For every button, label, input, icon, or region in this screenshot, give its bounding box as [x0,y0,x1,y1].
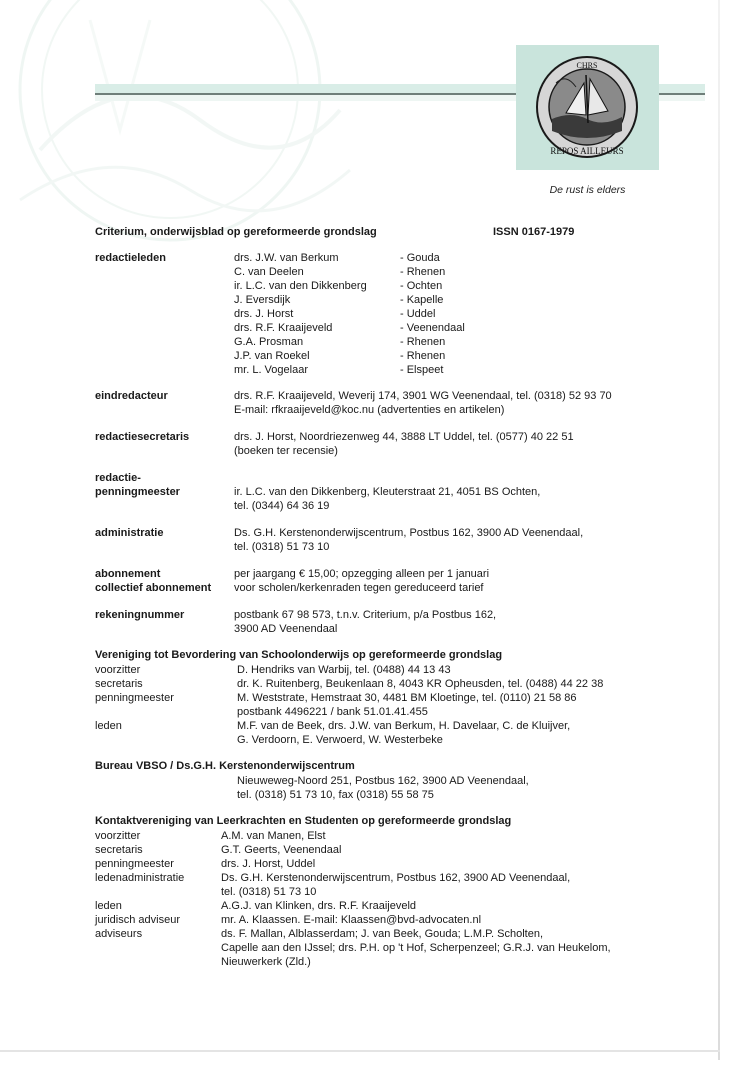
role-label: leden [95,900,122,912]
editor-name: J.P. van Roekel [234,350,310,362]
role-label: adviseurs [95,928,143,940]
vbso-title: Vereniging tot Bevordering van Schoolonderwijs op gereformeerde grondslag [95,649,503,661]
watermark-seal-icon [0,0,360,260]
editor-name: drs. J.W. van Berkum [234,252,339,264]
role-label [95,955,184,969]
role-value: G.T. Geerts, Veenendaal [221,844,342,856]
editor-names [234,251,367,377]
bureau-title: Bureau VBSO / Ds.G.H. Kerstenonderwijscentrum [95,760,355,772]
role-value: Ds. G.H. Kerstenonderwijscentrum, Postbus 162, 3900 AD Veenendaal, [221,872,571,884]
page-title: Criterium, onderwijsblad op gereformeerde grondslag [95,226,377,238]
role-label: voorzitter [95,830,141,842]
role-value: A.G.J. van Klinken, drs. R.F. Kraaijeveld [221,900,417,912]
bureau-phone: tel. (0318) 51 73 10, fax (0318) 55 58 75 [237,789,434,801]
label-redactiesecretaris: redactiesecretaris [95,431,190,443]
role-value: A.M. van Manen, Elst [221,830,326,842]
administratie-address: Ds. G.H. Kerstenonderwijscentrum, Postbus 162, 3900 AD Veenendaal, [234,527,584,539]
editor-place: - Gouda [400,252,440,264]
logo-text-top: CHRS [576,61,598,70]
editor-place: - Kapelle [400,294,444,306]
role-value: Nieuwerkerk (Zld.) [221,956,311,968]
label-line: redactie- [95,472,141,484]
editor-name: drs. R.F. Kraaijeveld [234,322,333,334]
role-value: G. Verdoorn, E. Verwoerd, W. Westerbeke [237,734,443,746]
editor-place: - Rhenen [400,266,446,278]
editor-place: - Veenendaal [400,322,465,334]
label-penningmeester [95,471,180,499]
label-redactieleden: redactieleden [95,252,166,264]
editor-places [400,251,465,377]
issn: ISSN 0167-1979 [493,226,575,238]
kontakt-title: Kontaktvereniging van Leerkrachten en Studenten op gereformeerde grondslag [95,815,512,827]
role-value: mr. A. Klaassen. E-mail: Klaassen@bvd-advocaten.nl [221,914,482,926]
role-label: secretaris [95,844,143,856]
kontakt-roles [95,829,184,969]
logo [516,45,659,170]
role-value: drs. J. Horst, Uddel [221,858,316,870]
redactiesecretaris-note: (boeken ter recensie) [234,445,338,457]
label-line: abonnement [95,568,161,580]
eindredacteur-email: E-mail: rfkraaijeveld@koc.nu (advertenties en artikelen) [234,404,505,416]
role-label: ledenadministratie [95,872,185,884]
label-line: collectief abonnement [95,582,212,594]
editor-place: - Rhenen [400,350,446,362]
penningmeester-info [234,485,694,513]
label-line: penningmeester [95,486,180,498]
role-label: leden [95,720,122,732]
editor-name: C. van Deelen [234,266,304,278]
editor-place: - Rhenen [400,336,446,348]
label-eindredacteur: eindredacteur [95,390,168,402]
penningmeester-address: ir. L.C. van den Dikkenberg, Kleuterstraat 21, 4051 BS Ochten, [234,486,541,498]
abonnement-price: per jaargang € 15,00; opzegging alleen per 1 januari [234,568,490,580]
role-value: Capelle aan den IJssel; drs. P.H. op 't Hof, Scherpenzeel; G.R.J. van Heukelom, [221,942,611,954]
editor-name: G.A. Prosman [234,336,304,348]
editor-name: ir. L.C. van den Dikkenberg [234,280,367,292]
logo-text-bottom: REPOS AILLEURS [550,146,624,156]
eindredacteur-info [234,389,694,417]
label-abonnement [95,567,211,595]
redactiesecretaris-address: drs. J. Horst, Noordriezenweg 44, 3888 LT Uddel, tel. (0577) 40 22 51 [234,431,574,443]
administratie-info [234,526,694,554]
label-rekeningnummer: rekeningnummer [95,609,185,621]
role-value: postbank 4496221 / bank 51.01.41.455 [237,706,428,718]
editor-name: drs. J. Horst [234,308,294,320]
role-label [95,885,184,899]
role-value: M.F. van de Beek, drs. J.W. van Berkum, H. Davelaar, C. de Kluijver, [237,720,571,732]
editor-place: - Uddel [400,308,436,320]
editor-name: mr. L. Vogelaar [234,364,308,376]
abonnement-info [234,567,694,595]
role-value: dr. K. Ruitenberg, Beukenlaan 8, 4043 KR Opheusden, tel. (0488) 44 22 38 [237,678,604,690]
role-label: secretaris [95,678,143,690]
role-value: ds. F. Mallan, Alblasserdam; J. van Beek, Gouda; L.M.P. Scholten, [221,928,544,940]
rekeningnummer-line: postbank 67 98 573, t.n.v. Criterium, p/a Postbus 162, [234,609,497,621]
role-label: penningmeester [95,858,174,870]
abonnement-collective: voor scholen/kerkenraden tegen gereduceerd tarief [234,582,484,594]
role-label: voorzitter [95,664,141,676]
redactiesecretaris-info [234,430,694,458]
editor-place: - Ochten [400,280,443,292]
role-label [95,733,174,747]
page-edge [718,0,720,1060]
editor-place: - Elspeet [400,364,444,376]
editor-name: J. Eversdijk [234,294,291,306]
role-label [95,941,184,955]
role-value: D. Hendriks van Warbij, tel. (0488) 44 13 43 [237,664,451,676]
label-administratie: administratie [95,527,164,539]
bureau-address: Nieuweweg-Noord 251, Postbus 162, 3900 AD Veenendaal, [237,775,529,787]
kontakt-values [221,829,611,969]
bureau-info [237,774,529,802]
penningmeester-phone: tel. (0344) 64 36 19 [234,500,330,512]
role-label [95,705,174,719]
ship-seal-icon [526,53,649,162]
administratie-phone: tel. (0318) 51 73 10 [234,541,330,553]
role-label: penningmeester [95,692,174,704]
rekeningnummer-line: 3900 AD Veenendaal [234,623,338,635]
rekeningnummer-info [234,608,694,636]
vbso-roles [95,663,174,747]
role-value: M. Weststrate, Hemstraat 30, 4481 BM Kloetinge, tel. (0110) 21 58 86 [237,692,577,704]
page-edge-bottom [0,1050,720,1052]
role-value: tel. (0318) 51 73 10 [221,886,317,898]
role-label: juridisch adviseur [95,914,180,926]
motto: De rust is elders [549,184,626,196]
vbso-values [237,663,603,747]
eindredacteur-address: drs. R.F. Kraaijeveld, Weverij 174, 3901 WG Veenendaal, tel. (0318) 52 93 70 [234,390,612,402]
